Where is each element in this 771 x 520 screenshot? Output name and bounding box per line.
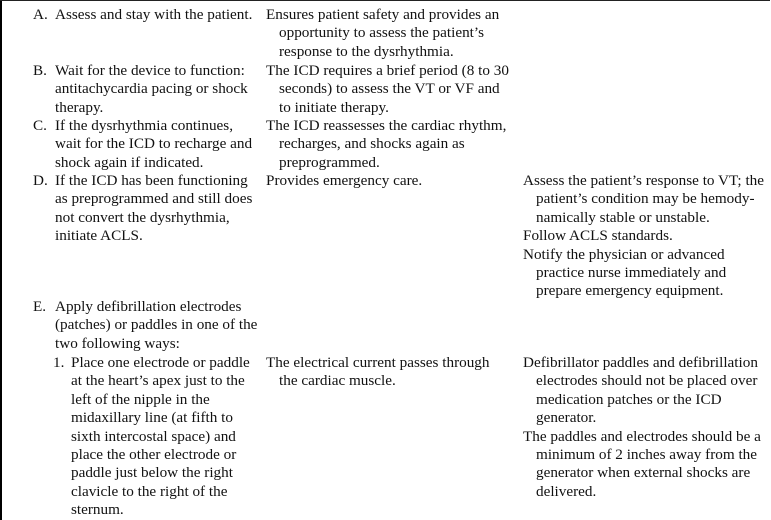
note-text: Defibrillator paddles and defibrillation electrodes should not be placed over medication patches or the ICD generator. [523,354,758,427]
step-text: If the ICD has been functioning as preprogrammed and still does not convert the dysrhythmia, initiate ACLS. [55,172,253,245]
sub-step-label: 1. [53,354,65,371]
rationale-text: Ensures patient safety and provides an opportunity to assess the patient’s response to the dysrhythmia. [266,6,500,60]
sub-step-cell [33,354,258,520]
step-cell [33,62,258,117]
notes-cell [523,354,769,501]
note-text: Follow ACLS standards. [523,227,673,245]
note-text: Assess the patient’s response to VT; the patient’s condition may be hemodynamically stable or unstable. [523,172,765,226]
note-text: The paddles and electrodes should be a minimum of 2 inches away from the generator when external shocks are delivered. [523,427,761,500]
step-cell [33,117,258,172]
rationale-cell [266,62,511,117]
step-cell [33,6,258,24]
step-cell [33,172,258,246]
step-text: Wait for the device to function: antitachycardia pacing or shock therapy. [55,62,248,116]
rationale-cell [266,354,511,391]
sub-step-text: Place one electrode or paddle at the heart’s apex just to the left of the nipple in the midaxillary line (at fifth to sixth intercostal space) and place the other electrode or paddle just below the right clavicle to the right of the sternum. [71,354,250,519]
step-label: A. [33,6,48,23]
notes-cell [523,172,769,301]
rationale-text: The electrical current passes through the cardiac muscle. [266,354,490,390]
step-text: If the dysrhythmia continues, wait for the ICD to recharge and shock again if indicated. [55,117,253,171]
rationale-cell [266,172,511,190]
step-label: D. [33,172,48,189]
rationale-cell [266,6,511,61]
table-left-border [0,0,2,520]
step-text: Assess and stay with the patient. [55,6,253,23]
table-top-border [0,0,770,1]
rationale-text: The ICD reassesses the cardiac rhythm, recharges, and shocks again as preprogrammed. [266,117,507,171]
step-label: B. [33,62,47,79]
note-text: Notify the physician or advanced practice nurse immediately and prepare emergency equipment. [523,245,727,300]
step-text: Apply defibrillation electrodes (patches) or paddles in one of the two following ways: [55,298,258,352]
step-label: C. [33,117,47,134]
rationale-text: Provides emergency care. [266,172,423,189]
step-cell [33,298,258,353]
rationale-cell [266,117,511,172]
step-label: E. [33,298,47,315]
rationale-text: The ICD requires a brief period (8 to 30 seconds) to assess the VT or VF and to initiate therapy. [266,62,509,116]
